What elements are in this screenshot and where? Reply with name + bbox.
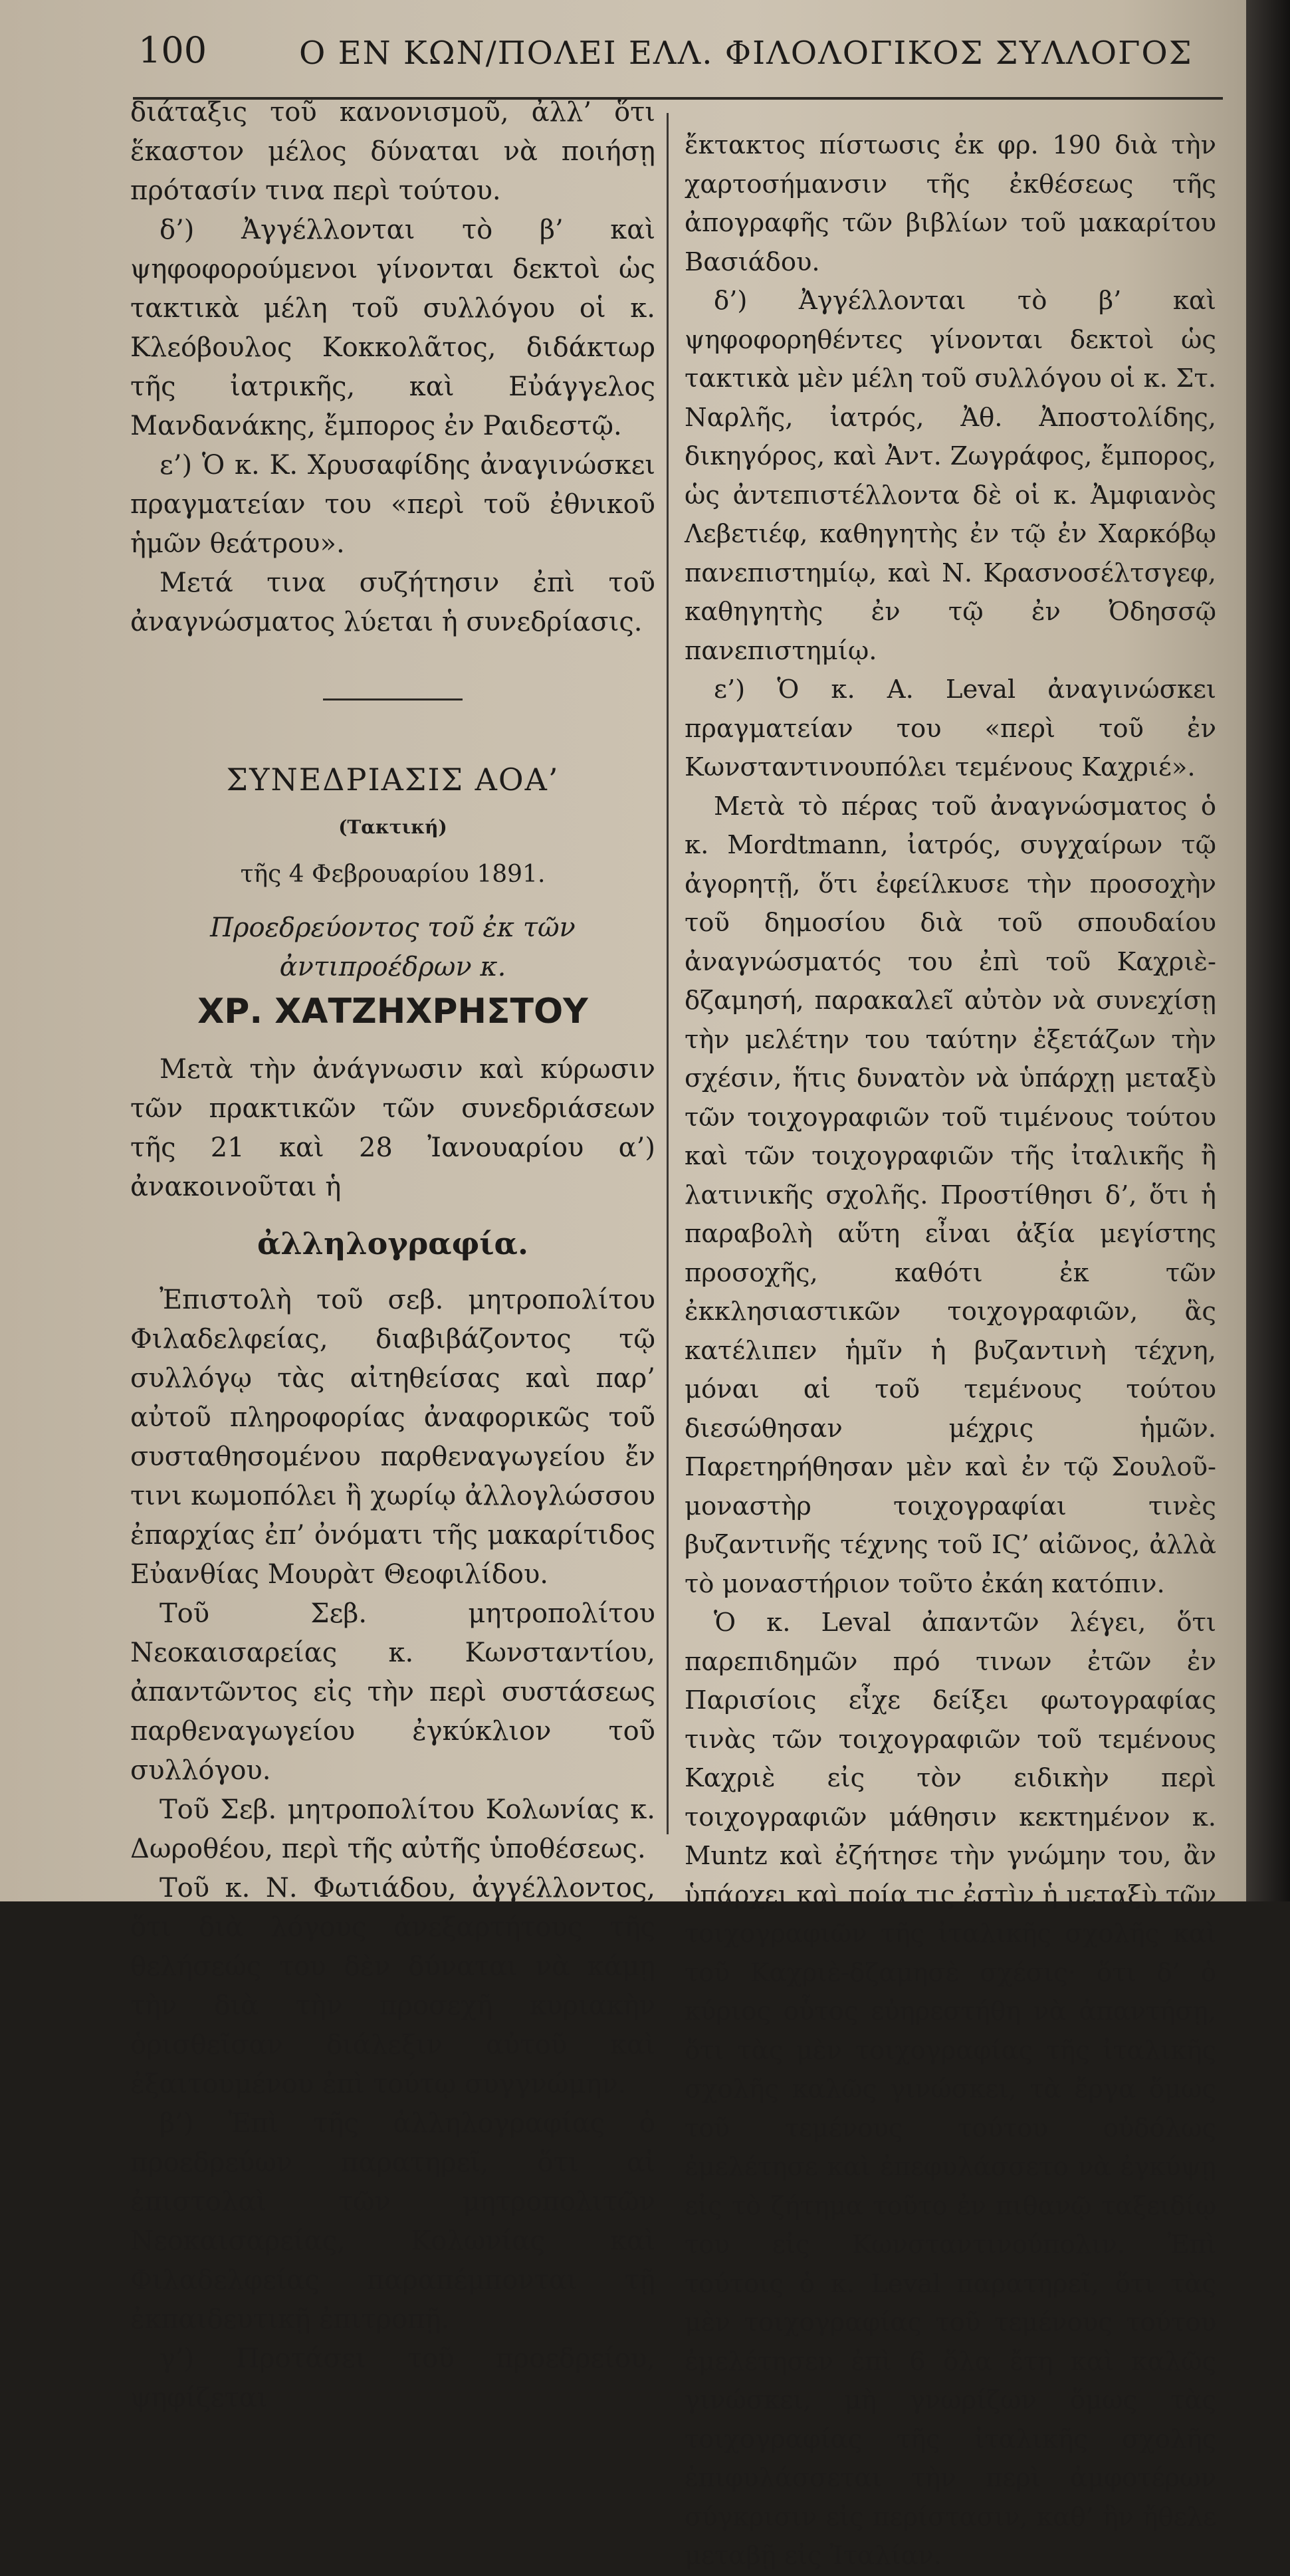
paragraph: Τοῦ Σεβ. μητροπολίτου Κολωνίας κ. Δωροθέου, περὶ τῆς αὐτῆς ὑποθέσεως. <box>130 1794 655 1864</box>
right-column <box>685 126 1216 2576</box>
paragraph: δ’) Ἀγγέλλονται τὸ β’ καὶ ψηφοφορούμενοι γίνονται δεκτοὶ ὡς τακτικὰ μέλη τοῦ συλλόγου οἱ κ. Κλεόβουλος Κοκκολᾶτος, διδάκτωρ τῆς ἰατρικῆς, καὶ Εὐάγγελος Μανδανάκης, ἔμπορος ἐν Ραιδεστῷ. <box>130 215 655 441</box>
section-divider <box>323 698 463 700</box>
paragraph: διάταξις τοῦ κανονισμοῦ, ἀλλ’ ὅτι ἕκαστον μέλος δύναται νὰ ποιήσῃ πρότασίν τινα περὶ τούτου. <box>130 97 655 206</box>
left-column <box>130 93 655 2418</box>
paragraph: Ὁ κ. Leval ἀπαντῶν λέγει, ὅτι παρεπιδημῶν πρό τινων ἐτῶν ἐν Παρισίοις εἶχε δείξει φωτογραφίας τινὰς τῶν τοιχογραφιῶν τοῦ τεμένους Καχριὲ εἰς τὸν ειδικὴν περὶ τοιχογραφιῶν μάθησιν κεκτημένον κ. Muntz καὶ ἐζήτησε τὴν γνώμην του, ἂν ὑπάρχει καὶ ποία τις ἐστὶν ἡ μεταξὺ τῶν τοιχογραφιῶν τῆς ἰταλικῆς σχολῆς καὶ τοῦ Καχριὲ-δζαμησὲ σχέσις· ὅτι δ’ ὁ κύριος οὗτος εὐηρεστήθη νὰ ἀπαντήσῃ, ὅτι τὰς μὲν τοιχογραφίας τῆς ἰταλικῆς σχολῆς καλῶς γινώσκει, τὰ ἔργα ὅμως τοῦ τεμένους τούτου οὐδόλως ἐμελέτησε καὶ ἐπεφυλάσσετο νὰ ἐγκύψῃ εἰς τὸ ζήτημα τοῦτο ἐν πιθανῷ ταξειδίῳ του εἰς Κωνσταντινούπολιν. Ἐπὶ τούτοις ὁ κ. Leval παρατηρεῖ, ὅτι τὰς μὲν τοιχογραφίας τοῦ τεμένους τούτου ἐμελέτησεν ἐπὶ 6 ὅλα ἔτη καὶ καλῶς γινώσκει, μὴ γνωρίζων ὅμως τὰς τοιχογραφίας τῆς ἰταλικῆς σχολῆς ἐπιφυλάσσεται τὴν περὶ ἀμφοτέρων σύγκρισιν εἰς περίστασιν, καθ’ ἣν ἤθελε μεταβῇ εἰς Ἰταλίαν. <box>685 1608 1216 2571</box>
session-type: (Τακτική) <box>338 816 447 838</box>
paragraph: Μετά τινα συζήτησιν ἐπὶ τοῦ ἀναγνώσματος λύεται ἡ συνεδρίασις. <box>130 568 655 637</box>
paragraph: Μετὰ τὸ πέρας τοῦ ἀναγνώσματος ὁ κ. Mordtmann, ἰατρός, συγχαίρων τῷ ἀγορητῇ, ὅτι ἐφείλκυσε τὴν προσοχὴν τοῦ δημοσίου διὰ τοῦ σπουδαίου ἀναγνώσματός του ἐπὶ τοῦ Καχριὲ-δζαμησή, παρακαλεῖ αὐτὸν νὰ συνεχίσῃ τὴν μελέτην του ταύτην ἐξετάζων τὴν σχέσιν, ἥτις δυνατὸν νὰ ὑπάρχῃ μεταξὺ τῶν τοιχογραφιῶν τοῦ τιμένους τούτου καὶ τῶν τοιχογραφιῶν τῆς ἰταλικῆς ἢ λατινικῆς σχολῆς. Προστίθησι δ’, ὅτι ἡ παραβολὴ αὕτη εἶναι ἀξία μεγίστης προσοχῆς, καθότι ἐκ τῶν ἐκκλησιαστικῶν τοιχογραφιῶν, ἃς κατέλιπεν ἡμῖν ἡ βυζαντινὴ τέχνη, μόναι αἱ τοῦ τεμένους τούτου διεσώθησαν μέχρις ἡμῶν. Παρετηρήθησαν μὲν καὶ ἐν τῷ Σουλοῦ-μοναστὴρ τοιχογραφίαι τινὲς βυζαντινῆς τέχνης τοῦ ΙϚ’ αἰῶνος, ἀλλὰ τὸ μοναστήριον τοῦτο ἐκάη κατόπιν. <box>685 791 1216 1599</box>
paragraph: β’) Ἐπὶ τῆς ἀλληλογραφίας ὁ προεδρεύων παρατηρεῖ, ὅτι αἱ ἐπιστολαὶ τῶν μητροπολιτῶν Νεοκαισαρείας, Κολωνίας καὶ Φιλαδελφείας παραπέμπονται τῇ ἐκπαιδευτικῇ ἐπιτροπῇ. <box>130 2108 655 2335</box>
paragraph: ἔκτακτος πίστωσις ἐκ φρ. 190 διὰ τὴν χαρτοσήμανσιν τῆς ἐκθέσεως τῆς ἀπογραφῆς τῶν βιβλίων τοῦ μακαρίτου Βασιάδου. <box>685 130 1216 277</box>
president-name: ΧΡ. ΧΑΤΖΗΧΡΗΣΤΟΥ <box>197 992 588 1031</box>
page-number: 100 <box>138 29 207 71</box>
paragraph: ε’) Ὁ κ. Κ. Χρυσαφίδης ἀναγινώσκει πραγματείαν του «περὶ τοῦ ἐθνικοῦ ἡμῶν θεάτρου». <box>130 450 655 559</box>
paragraph: Τοῦ κ. Ν. Φωτιάδου, ἀγγέλλοντος, ὅτι διὰ λόγους ἀνεξαρτήτους τῆς θελήσεώς του δὲν δύναται νὰ κάμῃ τὴν διὰ τὴν προσεχῆ κυριακὴν ὁρισθεῖσαν διάλεξιν αὐτοῦ καὶ ἐξαιτουμένου ἐπὶ τούτῳ συγγνώμην. <box>130 1873 655 2099</box>
column-divider <box>667 113 669 1834</box>
paragraph: δ’) Ἀγγέλλονται τὸ β’ καὶ ψηφοφορηθέντες γίνονται δεκτοὶ ὡς τακτικὰ μὲν μέλη τοῦ συλλόγου οἱ κ. Στ. Ναρλῆς, ἰατρός, Ἀθ. Ἀποστολίδης, δικηγόρος, καὶ Ἀντ. Ζωγράφος, ἔμπορος, ὡς ἀντεπιστέλλοντα δὲ οἱ κ. Ἀμφιανὸς Λεβετιέφ, καθηγητὴς ἐν τῷ ἐν Χαρκόβῳ πανεπιστημίῳ, καὶ Ν. Κρασνοσέλτσγεφ, καθηγητὴς ἐν τῷ ἐν Ὀδησσῷ πανεπιστημίῳ. <box>685 286 1216 666</box>
book-edge-shadow <box>1246 0 1290 1901</box>
session-title: ΣΥΝΕΔΡΙΑΣΙΣ ΑΟΑ’ <box>226 762 560 798</box>
paragraph: Ἐπιστολὴ τοῦ σεβ. μητροπολίτου Φιλαδελφείας, διαβιβάζοντος τῷ συλλόγῳ τὰς αἰτηθείσας καὶ παρ’ αὐτοῦ πληροφορίας ἀναφορικῶς τοῦ συσταθησομένου παρθεναγωγείου ἔν τινι κωμοπόλει ἢ χωρίῳ ἀλλογλώσσου ἐπαρχίας ἐπ’ ὀνόματι τῆς μακαρίτιδος Εὐανθίας Μουρὰτ Θεοφιλίδου. <box>130 1285 655 1590</box>
correspondence-heading: ἀλληλογραφία. <box>257 1226 528 1261</box>
paragraph: Μετὰ τὴν ἀνάγνωσιν καὶ κύρωσιν τῶν πρακτικῶν τῶν συνεδριάσεων τῆς 21 καὶ 28 Ἰανουαρίου α’) ἀνακοινοῦται ἡ <box>130 1054 655 1202</box>
paragraph: Τοῦ Σεβ. μητροπολίτου Νεοκαισαρείας κ. Κωνσταντίου, ἀπαντῶντος εἰς τὴν περὶ συστάσεως παρθεναγωγείου ἐγκύκλιον τοῦ συλλόγου. <box>130 1598 655 1786</box>
paragraph: γ’) Προτάσει τοῦ προεδρείου, ψηφίζεται <box>130 2343 655 2413</box>
session-date: τῆς 4 Φεβρουαρίου 1891. <box>240 861 546 888</box>
page-header <box>0 25 1246 98</box>
running-title: Ο ΕΝ ΚΩΝ/ΠΟΛΕΙ ΕΛΛ. ΦΙΛΟΛΟΓΙΚΟΣ ΣΥΛΛΟΓΟΣ <box>299 35 1193 72</box>
presiding-line: Προεδρεύοντος τοῦ ἐκ τῶν ἀντιπροέδρων κ. <box>210 912 576 982</box>
paragraph: ε’) Ὁ κ. Α. Leval ἀναγινώσκει πραγματείαν του «περὶ τοῦ ἐν Κωνσταντινουπόλει τεμένους Καχριέ». <box>685 675 1216 782</box>
